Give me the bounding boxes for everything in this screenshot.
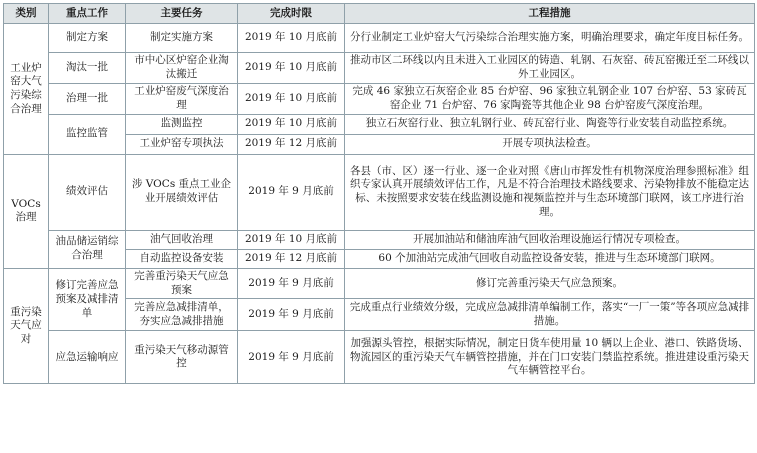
task-cell: 油气回收治理 xyxy=(126,230,238,249)
deadline-cell: 2019 年 9 月底前 xyxy=(238,331,345,384)
deadline-cell: 2019 年 12 月底前 xyxy=(238,249,345,268)
task-cell: 市中心区炉窑企业淘汰搬迁 xyxy=(126,53,238,84)
focus-cell: 制定方案 xyxy=(49,24,126,53)
table-row xyxy=(4,331,755,384)
category-cell: 重污染天气应对 xyxy=(4,268,49,384)
table-row xyxy=(4,114,755,134)
deadline-cell: 2019 年 12 月底前 xyxy=(238,134,345,154)
measures-cell: 完成重点行业绩效分级，完成应急减排清单编制工作，落实“一厂一策”等各项应急减排措施。 xyxy=(345,299,755,331)
table-row xyxy=(4,83,755,114)
focus-cell: 淘汰一批 xyxy=(49,53,126,84)
measures-cell: 60 个加油站完成油气回收自动监控设备安装，推进与生态环境部门联网。 xyxy=(345,249,755,268)
deadline-cell: 2019 年 9 月底前 xyxy=(238,299,345,331)
focus-cell: 应急运输响应 xyxy=(49,331,126,384)
table-row xyxy=(4,230,755,249)
deadline-cell: 2019 年 10 月底前 xyxy=(238,230,345,249)
deadline-cell: 2019 年 10 月底前 xyxy=(238,24,345,53)
category-cell: VOCs治理 xyxy=(4,154,49,268)
deadline-cell: 2019 年 9 月底前 xyxy=(238,268,345,299)
focus-cell: 修订完善应急预案及减排清单 xyxy=(49,268,126,331)
measures-cell: 分行业制定工业炉窑大气污染综合治理实施方案，明确治理要求，确定年度目标任务。 xyxy=(345,24,755,53)
header-measures: 工程措施 xyxy=(345,4,755,24)
header-focus: 重点工作 xyxy=(49,4,126,24)
measures-cell: 开展加油站和储油库油气回收治理设施运行情况专项检查。 xyxy=(345,230,755,249)
table-row xyxy=(4,154,755,230)
deadline-cell: 2019 年 9 月底前 xyxy=(238,154,345,230)
task-cell: 制定实施方案 xyxy=(126,24,238,53)
deadline-cell: 2019 年 10 月底前 xyxy=(238,83,345,114)
measures-cell: 推动市区二环线以内且未进入工业园区的铸造、轧钢、石灰窑、砖瓦窑搬迁至二环线以外工业园区。 xyxy=(345,53,755,84)
task-cell: 涉 VOCs 重点工业企业开展绩效评估 xyxy=(126,154,238,230)
header-deadline: 完成时限 xyxy=(238,4,345,24)
header-task: 主要任务 xyxy=(126,4,238,24)
task-cell: 监测监控 xyxy=(126,114,238,134)
table-row xyxy=(4,53,755,84)
task-cell: 完善重污染天气应急预案 xyxy=(126,268,238,299)
air-pollution-control-table xyxy=(3,3,755,384)
table-header-row xyxy=(4,4,755,24)
task-cell: 完善应急减排清单，夯实应急减排措施 xyxy=(126,299,238,331)
measures-cell: 开展专项执法检查。 xyxy=(345,134,755,154)
task-cell: 重污染天气移动源管控 xyxy=(126,331,238,384)
table-row xyxy=(4,24,755,53)
table-row xyxy=(4,268,755,299)
category-cell: 工业炉窑大气污染综合治理 xyxy=(4,24,49,155)
task-cell: 工业炉窑废气深度治理 xyxy=(126,83,238,114)
focus-cell: 绩效评估 xyxy=(49,154,126,230)
measures-cell: 修订完善重污染天气应急预案。 xyxy=(345,268,755,299)
measures-cell: 各县（市、区）逐一行业、逐一企业对照《唐山市挥发性有机物深度治理参照标准》组织专家认真开展绩效评估工作，凡是不符合治理技术路线要求、污染物排放不能稳定达标、未按照要求安装在线监测设施和视频监控并与生态环境部门联网，该工序进行治理。 xyxy=(345,154,755,230)
measures-cell: 完成 46 家独立石灰窑企业 85 台炉窑、96 家独立轧钢企业 107 台炉窑、53 家砖瓦窑企业 71 台炉窑、76 家陶瓷等其他企业 98 台炉窑废气深度治理。 xyxy=(345,83,755,114)
task-cell: 工业炉窑专项执法 xyxy=(126,134,238,154)
deadline-cell: 2019 年 10 月底前 xyxy=(238,114,345,134)
measures-cell: 独立石灰窑行业、独立轧钢行业、砖瓦窑行业、陶瓷等行业安装自动监控系统。 xyxy=(345,114,755,134)
focus-cell: 油品储运销综合治理 xyxy=(49,230,126,268)
deadline-cell: 2019 年 10 月底前 xyxy=(238,53,345,84)
focus-cell: 监控监管 xyxy=(49,114,126,154)
focus-cell: 治理一批 xyxy=(49,83,126,114)
task-cell: 自动监控设备安装 xyxy=(126,249,238,268)
header-category: 类别 xyxy=(4,4,49,24)
policy-table-container xyxy=(3,3,754,384)
measures-cell: 加强源头管控，根据实际情况，制定日货车使用量 10 辆以上企业、港口、铁路货场、物流园区的重污染天气车辆管控措施，并在门口安装门禁监控系统。推进建设重污染天气车辆管控平台。 xyxy=(345,331,755,384)
